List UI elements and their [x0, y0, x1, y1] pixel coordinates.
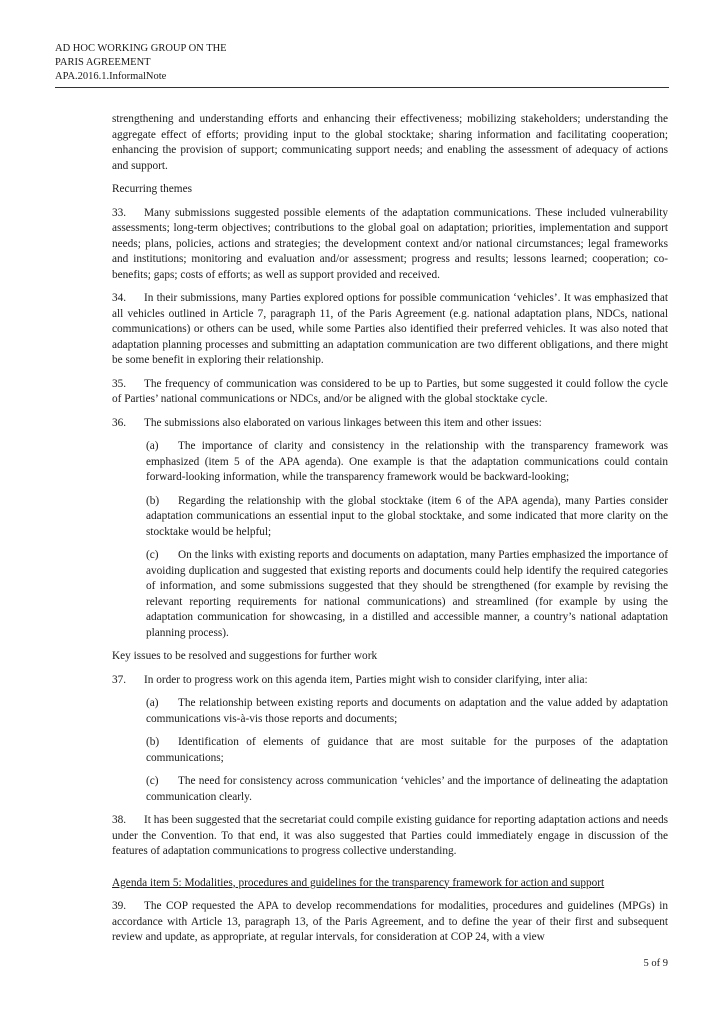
subparagraph-label: (a) — [146, 697, 159, 709]
paragraph-text: In order to progress work on this agenda item, Parties might wish to consider clarifying, inter alia: — [144, 673, 588, 686]
header-line-2: PARIS AGREEMENT — [55, 57, 151, 68]
subparagraph-36c — [146, 548, 668, 641]
paragraph-text: The COP requested the APA to develop recommendations for modalities, procedures and guidelines (MPGs) in accordance with Article 13, paragraph 13, of the Paris Agreement, and to define the year of their first and subsequent review and update, as appropriate, at regular intervals, for consideration at COP 24, with a view — [112, 900, 668, 943]
subparagraph-text: Identification of elements of guidance that are most suitable for the purposes of the adaptation communications; — [146, 736, 668, 764]
subparagraph-label: (b) — [146, 736, 160, 748]
header-rule — [55, 87, 669, 88]
paragraph-number: 33. — [112, 206, 127, 219]
heading-key-issues: Key issues to be resolved and suggestions for further work — [112, 650, 378, 662]
paragraph-text: It has been suggested that the secretariat could compile existing guidance for reporting adaptation actions and needs under the Convention. To that end, it was also suggested that Parties could immediately engage in discussion of the features of adaptation communications to progress collective understanding. — [112, 814, 668, 857]
paragraph-34 — [112, 291, 668, 369]
subparagraph-label: (b) — [146, 494, 160, 507]
paragraph-text: The frequency of communication was considered to be up to Parties, but some suggested it could follow the cycle of Parties’ national communications or NDCs, and/or be aligned with the global stocktake cycle. — [112, 377, 668, 405]
paragraph-number: 35. — [112, 377, 127, 390]
subparagraph-37a — [146, 696, 668, 727]
paragraph-38 — [112, 813, 668, 860]
paragraph-number: 38. — [112, 814, 127, 826]
subparagraph-36b — [146, 494, 668, 541]
agenda-item-5-heading: Agenda item 5: Modalities, procedures and guidelines for the transparency framework for action and support — [112, 876, 605, 889]
paragraph-number: 34. — [112, 292, 127, 304]
subparagraph-36a — [146, 439, 668, 486]
subparagraph-label: (c) — [146, 775, 159, 787]
page-number: 5 of 9 — [643, 958, 668, 969]
subparagraph-text: The relationship between existing reports and documents on adaptation and the value added by adaptation communications vis-à-vis those reports and documents; — [146, 697, 668, 725]
subparagraph-label: (c) — [146, 549, 159, 561]
header-document-code: APA.2016.1.InformalNote — [55, 71, 167, 82]
intro-paragraph: strengthening and understanding efforts and enhancing their effectiveness; mobilizing stakeholders; understanding the aggregate effect of efforts; providing input to the global stocktake; sharing information and facilitating cooperation; enhancing the provision of support; communicating support needs; and enabling the assessment of adequacy of actions and support. — [112, 113, 668, 172]
subparagraph-text: On the links with existing reports and documents on adaptation, many Parties emphasized the importance of avoiding duplication and suggested that existing reports and documents could help identify the required categories of information, and some submissions suggested that they should be strengthened (for example by revising the relevant reporting requirements for national communications) and streamlined (for example by using the adaptation communication for showcasing, in a distilled and accessible manner, a country’s national adaptation planning process). — [146, 549, 668, 639]
paragraph-33 — [112, 206, 668, 284]
paragraph-number: 39. — [112, 900, 127, 912]
header-line-1: AD HOC WORKING GROUP ON THE — [55, 43, 227, 54]
document-body — [112, 112, 668, 954]
subparagraph-text: Regarding the relationship with the global stocktake (item 6 of the APA agenda), many Parties consider adaptation communications an essential input to the global stocktake, and some indicated that more clarity on the stocktake would be helpful; — [146, 494, 668, 538]
paragraph-37 — [112, 673, 668, 689]
paragraph-number: 36. — [112, 416, 127, 429]
subparagraph-label: (a) — [146, 440, 159, 452]
document-header — [55, 42, 227, 84]
subparagraph-text: The need for consistency across communication ‘vehicles’ and the importance of delineating the adaptation communication clearly. — [146, 775, 668, 803]
subparagraph-37c — [146, 774, 668, 805]
subparagraph-text: The importance of clarity and consistency in the relationship with the transparency framework was emphasized (item 5 of the APA agenda). One example is that the adaptation communications could contain forward-looking information, while the transparency framework would be backward-looking; — [146, 440, 668, 483]
paragraph-35 — [112, 377, 668, 408]
heading-recurring-themes: Recurring themes — [112, 183, 192, 195]
subparagraph-37b — [146, 735, 668, 766]
paragraph-number: 37. — [112, 673, 127, 686]
paragraph-text: The submissions also elaborated on various linkages between this item and other issues: — [144, 416, 542, 429]
paragraph-36 — [112, 416, 668, 432]
paragraph-39 — [112, 899, 668, 946]
paragraph-text: In their submissions, many Parties explored options for possible communication ‘vehicles’. It was emphasized that all vehicles outlined in Article 7, paragraph 11, of the Paris Agreement (e.g. national adaptation plans, NDCs, national communications) or others can be used, while some Parties also identified their preferred vehicles. It was also noted that adaptation planning processes and submitting an adaptation communication are two different obligations, and there might be some benefit in exploring their relationship. — [112, 292, 668, 366]
paragraph-text: Many submissions suggested possible elements of the adaptation communications. These included vulnerability assessments; long-term objectives; contributions to the global goal on adaptation; priorities, implementation and support needs; plans, policies, actions and strategies; the development context and/or national circumstances; legal frameworks and institutions; monitoring and evaluation and/or assessment; progress and results; lessons learned; cooperation; co-benefits; gaps; costs of efforts; as well as support provided and received. — [112, 206, 668, 281]
